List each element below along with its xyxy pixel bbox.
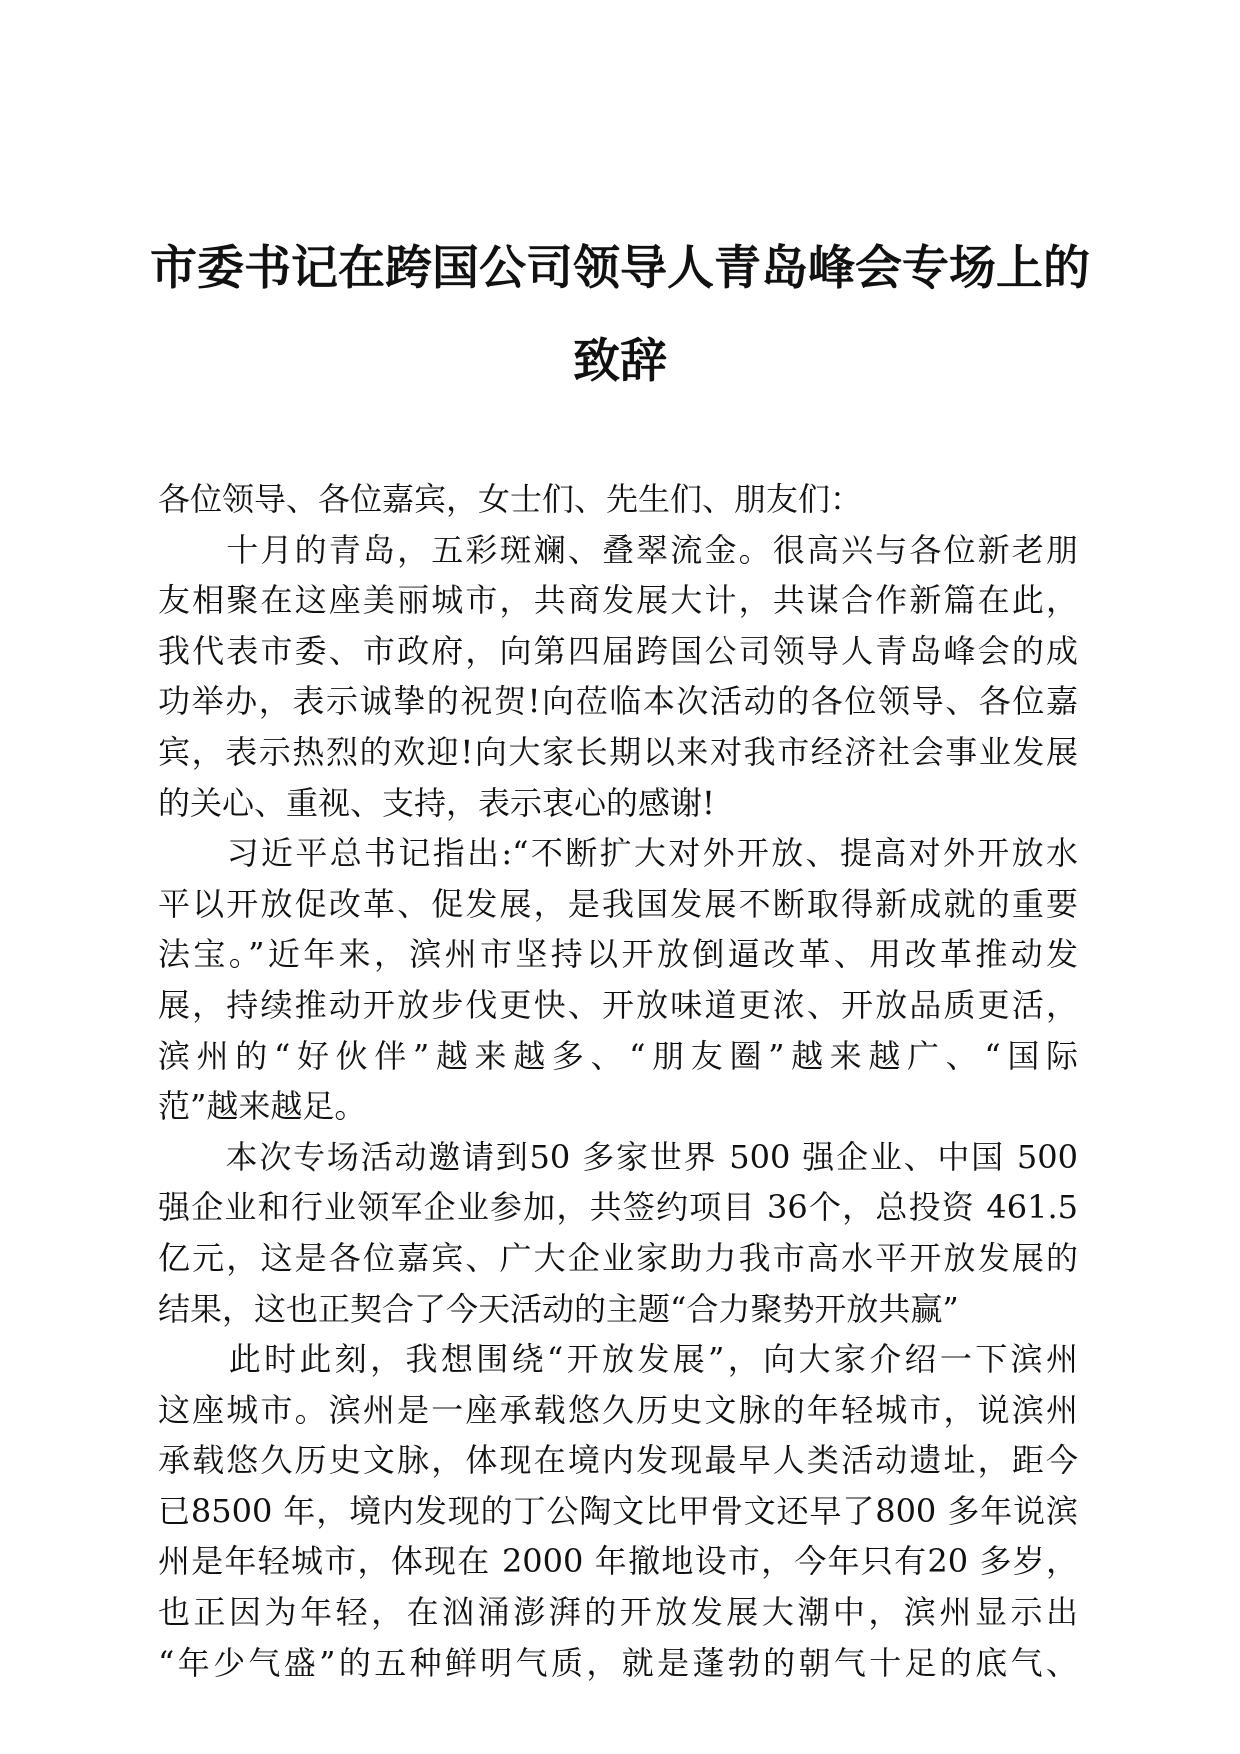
text-line: 各位领导、各位嘉宾，女士们、先生们、朋友们：: [158, 480, 863, 518]
text-line: 已8500 年，境内发现的丁公陶文比甲骨文还早了800 多年说滨: [158, 1491, 1078, 1530]
text-line: “年少气盛”的五种鲜明气质，就是蓬勃的朝气十足的底气、: [158, 1643, 1078, 1682]
text-line: 范”越来越足。: [158, 1087, 367, 1126]
text-line: 滨州的“好伙伴”越来越多、“朋友圈”越来越广、“国际: [158, 1036, 1078, 1075]
city-intro-paragraph: [158, 1334, 1078, 1688]
text-line: 本次专场活动邀请到50 多家世界 500 强企业、中国 500: [158, 1137, 1078, 1176]
document-body: [158, 474, 1078, 1688]
title-line: 市委书记在跨国公司领导人青岛峰会专场上的: [150, 241, 1090, 296]
text-line: 我代表市委、市政府，向第四届跨国公司领导人青岛峰会的成: [158, 631, 1078, 670]
text-line: 展，持续推动开放步伐更快、开放味道更浓、开放品质更活，: [158, 985, 1078, 1024]
document-title: [140, 222, 1100, 408]
investment-paragraph: [158, 1132, 1078, 1334]
text-line: 宾，表示热烈的欢迎!向大家长期以来对我市经济社会事业发展: [158, 732, 1078, 771]
text-line: 法宝。”近年来，滨州市坚持以开放倒逼改革、用改革推动发: [158, 935, 1078, 974]
text-line: 强企业和行业领军企业参加，共签约项目 36个，总投资 461.5: [158, 1188, 1078, 1227]
text-line: 州是年轻城市，体现在 2000 年撤地设市，今年只有20 多岁，: [158, 1542, 1078, 1581]
text-line: 功举办，表示诚挚的祝贺!向莅临本次活动的各位领导、各位嘉: [158, 682, 1078, 721]
text-line: 这座城市。滨州是一座承载悠久历史文脉的年轻城市，说滨州: [158, 1390, 1078, 1429]
text-line: 也正因为年轻，在汹涌澎湃的开放发展大潮中，滨州显示出: [158, 1593, 1078, 1632]
text-line: 习近平总书记指出:“不断扩大对外开放、提高对外开放水: [158, 834, 1078, 873]
title-line: 致辞: [573, 334, 667, 389]
quote-paragraph: [158, 828, 1078, 1132]
text-line: 的关心、重视、支持，表示衷心的感谢!: [158, 783, 715, 822]
text-line: 此时此刻，我想围绕“开放发展”，向大家介绍一下滨州: [158, 1340, 1078, 1379]
text-line: 结果，这也正契合了今天活动的主题“合力聚势开放共赢”: [158, 1289, 959, 1328]
welcome-paragraph: [158, 525, 1078, 829]
text-line: 友相聚在这座美丽城市，共商发展大计，共谋合作新篇在此，: [158, 581, 1078, 620]
salutation-paragraph: [158, 474, 1078, 525]
text-line: 承载悠久历史文脉，体现在境内发现最早人类活动遗址，距今: [158, 1441, 1078, 1480]
text-line: 平以开放促改革、促发展，是我国发展不断取得新成就的重要: [158, 884, 1078, 923]
text-line: 十月的青岛，五彩斑斓、叠翠流金。很高兴与各位新老朋: [158, 530, 1078, 569]
text-line: 亿元，这是各位嘉宾、广大企业家助力我市高水平开放发展的: [158, 1238, 1078, 1277]
